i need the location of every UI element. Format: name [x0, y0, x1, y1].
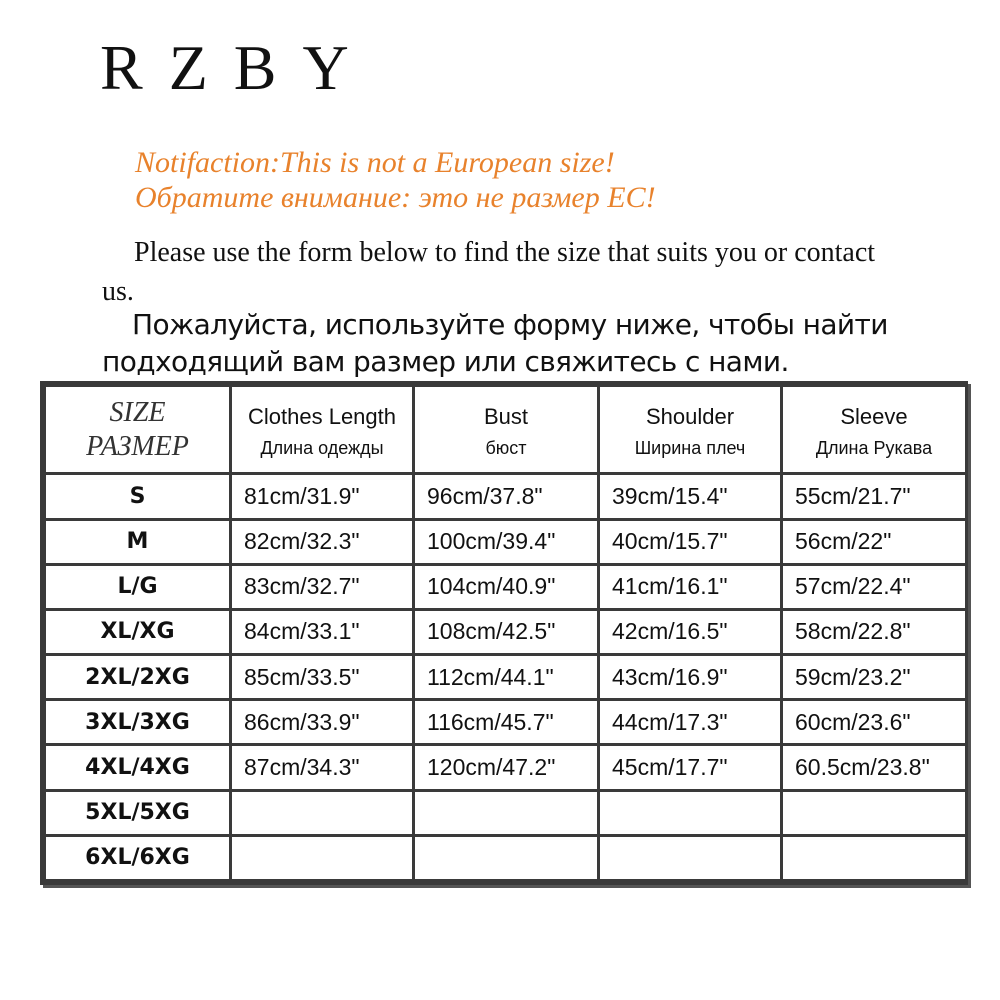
measurement-cell	[599, 835, 782, 880]
size-label: 5XL/5XG	[45, 790, 231, 835]
measurement-cell	[231, 835, 414, 880]
size-header-en: SIZE	[109, 396, 166, 428]
size-header-cell	[45, 386, 231, 474]
size-label: 3XL/3XG	[45, 700, 231, 745]
measurement-cell: 108cm/42.5"	[414, 609, 599, 654]
measurement-cell: 44cm/17.3"	[599, 700, 782, 745]
column-header-ru: бюст	[485, 438, 527, 459]
size-label: XL/XG	[45, 609, 231, 654]
measurement-cell: 56cm/22"	[782, 519, 967, 564]
column-header-ru: Длина одежды	[260, 438, 384, 459]
measurement-cell: 120cm/47.2"	[414, 745, 599, 790]
column-header-en: Sleeve	[840, 404, 908, 430]
brand-logo: RZBY	[100, 32, 375, 103]
intro-english: Please use the form below to find the size that suits you or contact us.	[102, 237, 876, 307]
column-header-sleeve	[782, 386, 967, 474]
measurement-cell: 96cm/37.8"	[414, 474, 599, 519]
measurement-cell	[231, 790, 414, 835]
measurement-cell: 42cm/16.5"	[599, 609, 782, 654]
measurement-cell	[599, 790, 782, 835]
measurement-cell: 84cm/33.1"	[231, 609, 414, 654]
size-chart	[40, 381, 968, 885]
measurement-cell: 45cm/17.7"	[599, 745, 782, 790]
notice-english: Notifaction:This is not a European size!	[135, 146, 615, 179]
measurement-cell: 112cm/44.1"	[414, 655, 599, 700]
measurement-cell: 60.5cm/23.8"	[782, 745, 967, 790]
measurement-cell: 39cm/15.4"	[599, 474, 782, 519]
measurement-cell	[782, 835, 967, 880]
measurement-cell: 83cm/32.7"	[231, 564, 414, 609]
measurement-cell: 100cm/39.4"	[414, 519, 599, 564]
table-row	[45, 790, 967, 835]
measurement-cell: 59cm/23.2"	[782, 655, 967, 700]
measurement-cell: 40cm/15.7"	[599, 519, 782, 564]
column-header-en: Clothes Length	[248, 404, 396, 430]
table-row	[45, 564, 967, 609]
measurement-cell: 116cm/45.7"	[414, 700, 599, 745]
column-header-bust	[414, 386, 599, 474]
measurement-cell: 55cm/21.7"	[782, 474, 967, 519]
table-row	[45, 745, 967, 790]
size-label: 4XL/4XG	[45, 745, 231, 790]
table-row	[45, 655, 967, 700]
size-label: M	[45, 519, 231, 564]
measurement-cell: 41cm/16.1"	[599, 564, 782, 609]
size-table	[43, 384, 968, 882]
size-label: L/G	[45, 564, 231, 609]
measurement-cell	[782, 790, 967, 835]
column-header-length	[231, 386, 414, 474]
intro-russian: Пожалуйста, используйте форму ниже, чтобы найти подходящий вам размер или свяжитесь с нами.	[102, 308, 888, 378]
table-row	[45, 609, 967, 654]
measurement-cell: 87cm/34.3"	[231, 745, 414, 790]
measurement-cell: 81cm/31.9"	[231, 474, 414, 519]
measurement-cell: 104cm/40.9"	[414, 564, 599, 609]
column-header-en: Shoulder	[645, 404, 735, 430]
measurement-cell: 82cm/32.3"	[231, 519, 414, 564]
table-row	[45, 519, 967, 564]
column-header-en: Bust	[483, 404, 529, 430]
measurement-cell	[414, 835, 599, 880]
notice-russian: Обратите внимание: это не размер ЕС!	[135, 181, 656, 214]
size-label: S	[45, 474, 231, 519]
measurement-cell: 57cm/22.4"	[782, 564, 967, 609]
size-header-ru: РАЗМЕР	[86, 430, 189, 462]
measurement-cell: 85cm/33.5"	[231, 655, 414, 700]
header-row	[45, 386, 967, 474]
measurement-cell: 58cm/22.8"	[782, 609, 967, 654]
size-label: 6XL/6XG	[45, 835, 231, 880]
table-row	[45, 474, 967, 519]
measurement-cell: 60cm/23.6"	[782, 700, 967, 745]
column-header-shoulder	[599, 386, 782, 474]
measurement-cell	[414, 790, 599, 835]
column-header-ru: Ширина плеч	[634, 438, 746, 459]
measurement-cell: 86cm/33.9"	[231, 700, 414, 745]
table-row	[45, 700, 967, 745]
size-label: 2XL/2XG	[45, 655, 231, 700]
measurement-cell: 43cm/16.9"	[599, 655, 782, 700]
column-header-ru: Длина Рукава	[815, 438, 933, 459]
table-row	[45, 835, 967, 880]
